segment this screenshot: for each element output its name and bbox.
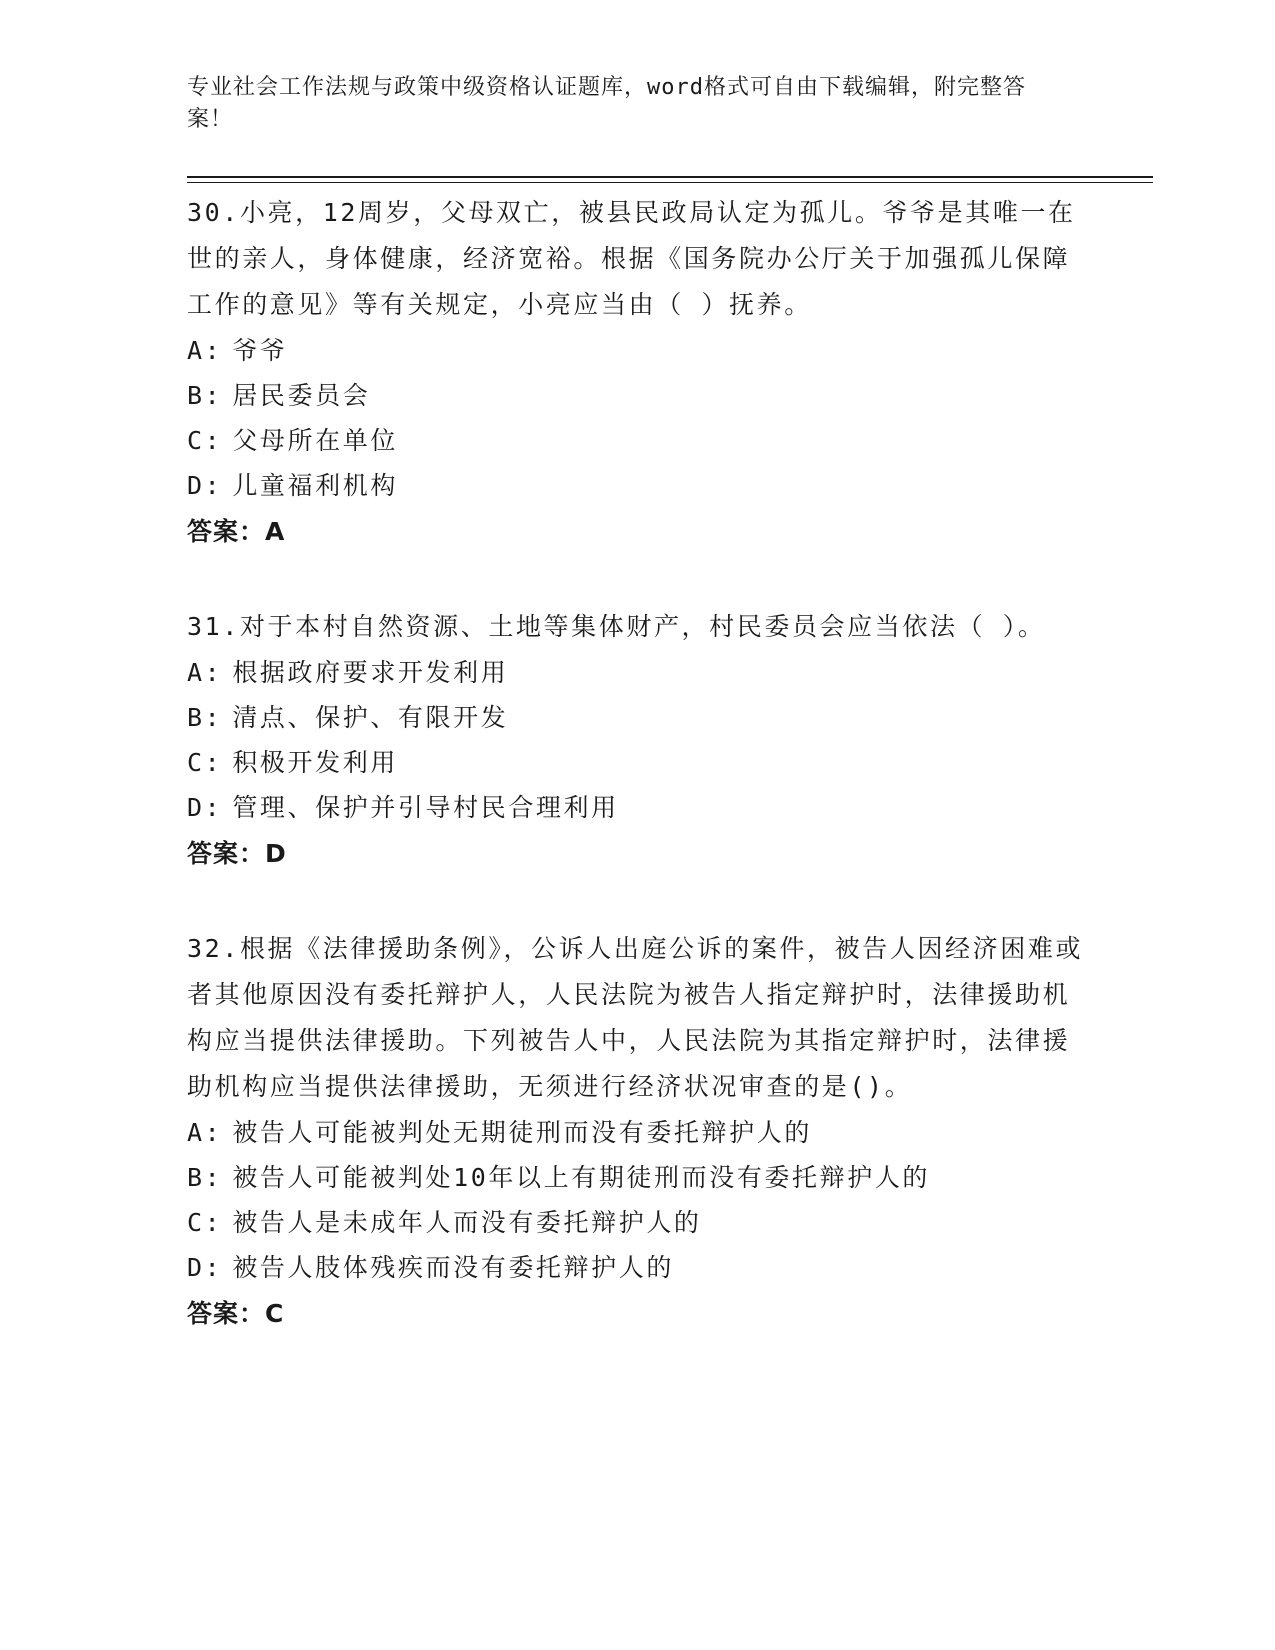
answer-line: 答案：D xyxy=(187,839,287,868)
answer-line: 答案：C xyxy=(187,1299,285,1328)
option-text: 根据政府要求开发利用 xyxy=(232,658,509,687)
option-d xyxy=(187,463,1087,508)
option-text: 儿童福利机构 xyxy=(232,471,398,500)
option-d xyxy=(187,1245,1087,1290)
option-key: C: xyxy=(187,1208,223,1237)
option-key: B: xyxy=(187,381,223,410)
question-stem: 32.根据《法律援助条例》，公诉人出庭公诉的案件，被告人因经济困难或者其他原因没有委托辩护人，人民法院为被告人指定辩护时，法律援助机构应当提供法律援助。下列被告人中，人民法院为其指定辩护时，法律援助机构应当提供法律援助，无须进行经济状况审查的是()。 xyxy=(187,934,1084,1101)
option-c xyxy=(187,418,1087,463)
question-31 xyxy=(187,604,1087,878)
document-header: 专业社会工作法规与政策中级资格认证题库，word格式可自由下载编辑，附完整答案！ xyxy=(187,75,1026,132)
question-stem: 30.小亮，12周岁，父母双亡，被县民政局认定为孤儿。爷爷是其唯一在世的亲人，身体健康，经济宽裕。根据《国务院办公厅关于加强孤儿保障工作的意见》等有关规定，小亮应当由（ ）抚养。 xyxy=(187,198,1076,319)
option-a xyxy=(187,650,1087,695)
option-c xyxy=(187,1200,1087,1245)
question-list xyxy=(187,190,1087,1386)
option-text: 爷爷 xyxy=(232,336,288,365)
header-divider-thin xyxy=(187,182,1153,183)
option-key: C: xyxy=(187,426,223,455)
option-key: B: xyxy=(187,1163,223,1192)
option-text: 居民委员会 xyxy=(232,381,371,410)
option-key: A: xyxy=(187,336,223,365)
option-key: D: xyxy=(187,471,223,500)
option-key: C: xyxy=(187,748,223,777)
option-b xyxy=(187,373,1087,418)
option-key: D: xyxy=(187,1253,223,1282)
option-b xyxy=(187,1155,1087,1200)
option-text: 被告人肢体残疾而没有委托辩护人的 xyxy=(232,1253,674,1282)
option-key: D: xyxy=(187,793,223,822)
question-32 xyxy=(187,926,1087,1338)
option-text: 被告人可能被判处10年以上有期徒刑而没有委托辩护人的 xyxy=(232,1163,931,1192)
option-c xyxy=(187,740,1087,785)
option-key: A: xyxy=(187,1118,223,1147)
header-divider xyxy=(187,176,1153,178)
option-text: 父母所在单位 xyxy=(232,426,398,455)
option-text: 清点、保护、有限开发 xyxy=(232,703,509,732)
option-key: A: xyxy=(187,658,223,687)
question-stem: 31.对于本村自然资源、土地等集体财产，村民委员会应当依法（ ）。 xyxy=(187,612,1046,641)
option-key: B: xyxy=(187,703,223,732)
option-text: 被告人可能被判处无期徒刑而没有委托辩护人的 xyxy=(232,1118,812,1147)
question-30 xyxy=(187,190,1087,556)
option-b xyxy=(187,695,1087,740)
option-d xyxy=(187,785,1087,830)
option-text: 积极开发利用 xyxy=(232,748,398,777)
option-text: 管理、保护并引导村民合理利用 xyxy=(232,793,619,822)
option-a xyxy=(187,328,1087,373)
option-a xyxy=(187,1110,1087,1155)
option-text: 被告人是未成年人而没有委托辩护人的 xyxy=(232,1208,702,1237)
answer-line: 答案：A xyxy=(187,517,286,546)
